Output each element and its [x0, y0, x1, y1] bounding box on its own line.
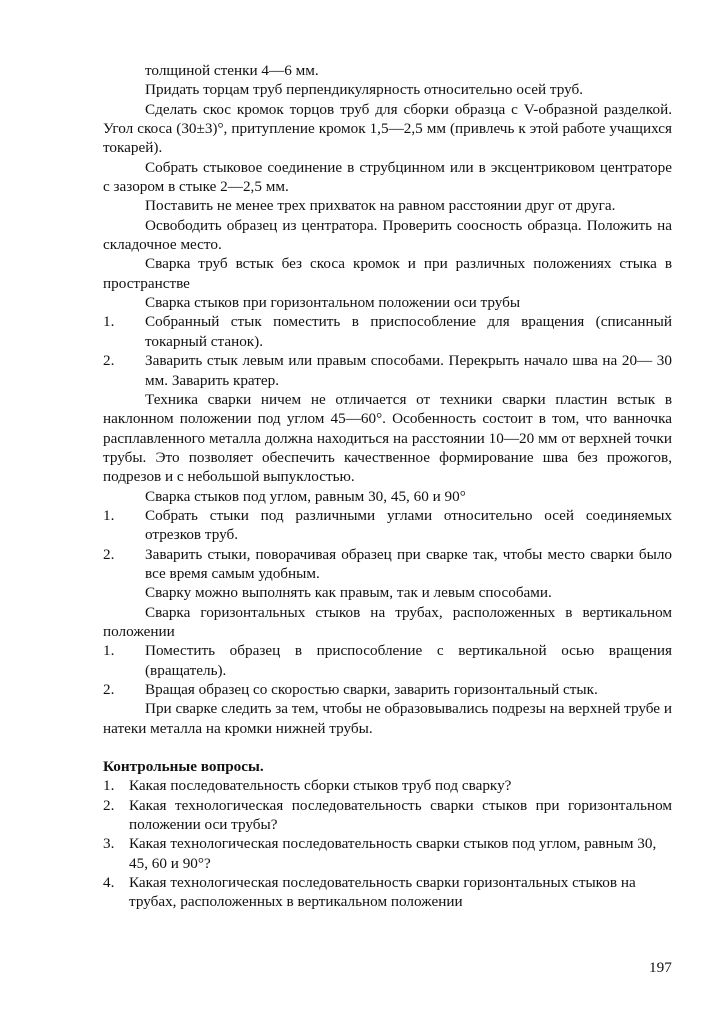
paragraph: толщиной стенки 4—6 мм.: [145, 62, 319, 79]
subsection-heading: Сварка горизонтальных стыков на трубах, расположенных в вертикальном положении: [103, 603, 672, 640]
list-text: Собрать стыки под различными углами относительно осей соединяемых отрезков труб.: [145, 506, 672, 544]
question-item: [103, 796, 672, 835]
list-number: 2.: [103, 545, 115, 563]
question-item: [103, 873, 672, 912]
question-item: [103, 776, 672, 795]
list-number: 2.: [103, 681, 115, 698]
paragraph: Поставить не менее трех прихваток на равном расстоянии друг от друга.: [145, 197, 616, 215]
spacer: [103, 738, 672, 757]
list-number: 1.: [103, 313, 115, 331]
paragraph: Собрать стыковое соединение в струбцинном или в эксцентриковом центраторе с зазором в стыке 2—2,5 мм.: [103, 158, 672, 196]
list-item: [103, 312, 672, 351]
question-number: 2.: [103, 796, 115, 814]
question-number: 1.: [103, 777, 115, 795]
question-number: 4.: [103, 874, 115, 892]
section-heading: Сварка труб встык без скоса кромок и при различных положениях стыка в пространстве: [103, 255, 672, 292]
list-text: Поместить образец в приспособление с вертикальной осью вращения (вращатель).: [145, 642, 672, 679]
paragraph: Освободить образец из центратора. Проверить соосность образца. Положить на складочное место.: [103, 216, 672, 254]
subsection-heading: Сварка стыков под углом, равным 30, 45, 60 и 90°: [145, 487, 466, 505]
question-text: Какая технологическая последовательность сварки горизонтальных стыков на трубах, расположенных в вертикальном положении: [129, 874, 636, 911]
paragraph: Сделать скос кромок торцов труб для сборки образца с V-образной разделкой. Угол скоса (30±3)°, притупление кромок 1,5—2,5 мм (привлечь к этой работе учащихся токарей).: [103, 100, 672, 157]
paragraph: Сварку можно выполнять как правым, так и левым способами.: [145, 584, 552, 602]
list-item: [103, 506, 672, 545]
list-number: 1.: [103, 506, 115, 524]
list-text: Заварить стык левым или правым способами. Перекрыть начало шва на 20— 30 мм. Заварить кратер.: [145, 352, 672, 389]
list-number: 1.: [103, 642, 115, 660]
list-text: Вращая образец со скоростью сварки, заварить горизонтальный стык.: [145, 681, 598, 698]
page-number: 197: [649, 959, 672, 976]
list-number: 2.: [103, 352, 115, 370]
question-number: 3.: [103, 835, 115, 853]
list-item: [103, 680, 672, 699]
question-text: Какая технологическая последовательность сварки стыков под углом, равным 30, 45, 60 и 90°?: [129, 835, 657, 872]
paragraph: Техника сварки ничем не отличается от техники сварки пластин встык в наклонном положении под углом 45—60°. Особенность состоит в том, что ванночка расплавленного металла должна находиться на расстоянии 10—20 мм от верхней точки трубы. Это позволяет обеспечить качественное формирование шва без прожогов, подрезов и с небольшой выпуклостью.: [103, 390, 672, 486]
paragraph: Придать торцам труб перпендикулярность относительно осей труб.: [145, 81, 584, 99]
question-text: Какая технологическая последовательность сварки стыков при горизонтальном положении оси трубы?: [129, 796, 672, 834]
list-item: [103, 641, 672, 680]
subsection-heading: Сварка стыков при горизонтальном положении оси трубы: [145, 294, 521, 312]
list-text: Собранный стык поместить в приспособление для вращения (списанный токарный станок).: [145, 313, 672, 350]
page-body: [103, 61, 672, 912]
questions-heading: Контрольные вопросы.: [103, 758, 264, 776]
paragraph: При сварке следить за тем, чтобы не образовывались подрезы на верхней трубе и натеки металла на кромки нижней трубы.: [103, 700, 672, 737]
list-item: [103, 545, 672, 584]
question-item: [103, 834, 672, 873]
list-text: Заварить стыки, поворачивая образец при сварке так, чтобы место сварки было все время самым удобным.: [145, 545, 672, 582]
list-item: [103, 351, 672, 390]
question-text: Какая последовательность сборки стыков труб под сварку?: [129, 777, 512, 795]
